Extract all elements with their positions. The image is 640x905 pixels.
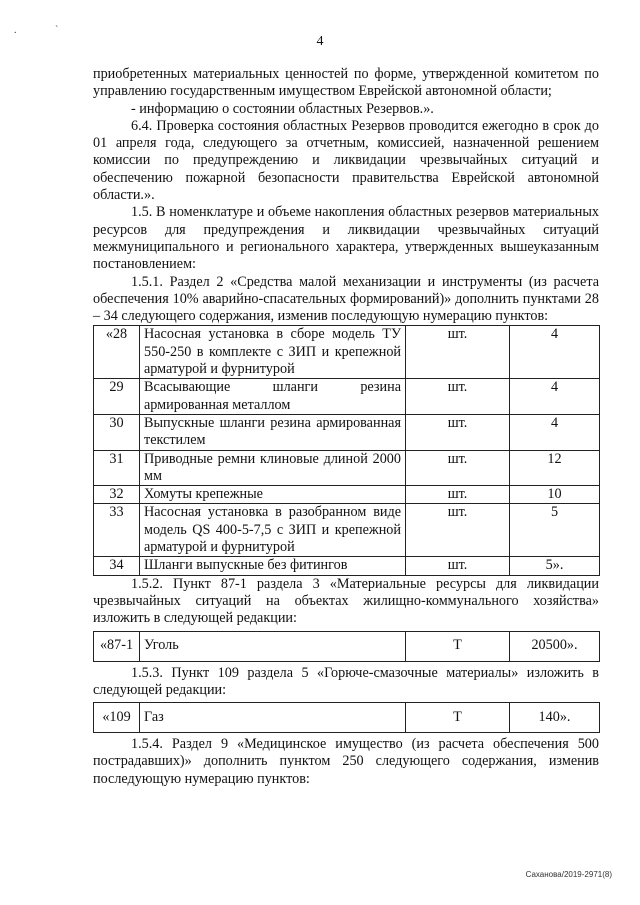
table-row — [94, 557, 600, 575]
paragraph-7: 1.5.3. Пункт 109 раздела 5 «Горюче-смазочные материалы» изложить в следующей редакции: — [93, 664, 599, 698]
row-unit: шт. — [406, 557, 510, 575]
row-quantity: 10 — [510, 486, 600, 504]
row-quantity: 5 — [510, 504, 600, 557]
coal-table — [93, 631, 600, 662]
table-row — [94, 450, 600, 486]
paragraph-4: 1.5. В номенклатуре и объеме накопления областных резервов материальных ресурсов для предупреждения и ликвидации чрезвычайных ситуаций межмуниципального и регионального характера, утвержденных вышеуказанным постановлением: — [93, 204, 599, 273]
row-number: «87-1 — [94, 631, 140, 661]
table-row — [94, 414, 600, 450]
document-footer-code: Саханова/2019-2971(8) — [525, 870, 612, 879]
table-row — [94, 703, 600, 733]
row-unit: шт. — [406, 486, 510, 504]
row-name: Газ — [140, 703, 406, 733]
row-number: 32 — [94, 486, 140, 504]
row-number: 33 — [94, 504, 140, 557]
row-unit: шт. — [406, 379, 510, 415]
paragraph-5: 1.5.1. Раздел 2 «Средства малой механизации и инструменты (из расчета обеспечения 10% аварийно-спасательных формирований)» дополнить пунктами 28 – 34 следующего содержания, изменив последующую нумерацию пунктов: — [93, 273, 599, 325]
row-number: 31 — [94, 450, 140, 486]
paragraph-8: 1.5.4. Раздел 9 «Медицинское имущество (из расчета обеспечения 500 пострадавших)» дополнить пунктом 250 следующего содержания, изменив последующую нумерацию пунктов: — [93, 736, 599, 787]
row-name: Приводные ремни клиновые длиной 2000 мм — [140, 450, 406, 486]
row-number: 30 — [94, 414, 140, 450]
row-unit: Т — [406, 631, 510, 661]
row-name: Хомуты крепежные — [140, 486, 406, 504]
row-name: Уголь — [140, 631, 406, 661]
row-quantity: 140». — [510, 703, 600, 733]
page-number: 4 — [316, 34, 324, 49]
row-name: Насосная установка в разобранном виде модель QS 400-5-7,5 с ЗИП и крепежной арматурой и фурнитурой — [140, 504, 406, 557]
row-number: 34 — [94, 557, 140, 575]
row-quantity: 12 — [510, 450, 600, 486]
paragraph-6: 1.5.2. Пункт 87-1 раздела 3 «Материальные ресурсы для ликвидации чрезвычайных ситуаций на объектах жилищно-коммунального хозяйства» изложить в следующей редакции: — [93, 575, 599, 627]
row-unit: Т — [406, 703, 510, 733]
row-number: «109 — [94, 703, 140, 733]
row-number: «28 — [94, 326, 140, 379]
row-quantity: 5». — [510, 557, 600, 575]
row-unit: шт. — [406, 504, 510, 557]
row-unit: шт. — [406, 414, 510, 450]
table-row — [94, 326, 600, 379]
row-number: 29 — [94, 379, 140, 415]
row-name: Насосная установка в сборе модель ТУ 550-250 в комплекте с ЗИП и крепежной арматурой и фурнитурой — [140, 326, 406, 379]
equipment-table — [93, 325, 600, 575]
row-unit: шт. — [406, 450, 510, 486]
table-row — [94, 486, 600, 504]
paragraph-1: приобретенных материальных ценностей по форме, утвержденной комитетом по управлению государственным имуществом Еврейской автономной области; — [93, 66, 599, 100]
row-name: Всасывающие шланги резина армированная металлом — [140, 379, 406, 415]
row-name: Шланги выпускные без фитингов — [140, 557, 406, 575]
paragraph-3: 6.4. Проверка состояния областных Резервов проводится ежегодно в срок до 01 апреля года, следующего за отчетным, комиссией, назначенной решением комиссии по предупреждению и ликвидации чрезвычайных ситуаций и обеспечению пожарной безопасности правительства Еврейской автономной области.». — [93, 117, 599, 204]
row-name: Выпускные шланги резина армированная текстилем — [140, 414, 406, 450]
table-row — [94, 504, 600, 557]
paragraph-2: - информацию о состоянии областных Резервов.». — [131, 100, 434, 117]
row-quantity: 20500». — [510, 631, 600, 661]
row-quantity: 4 — [510, 379, 600, 415]
document-body — [93, 66, 599, 788]
row-unit: шт. — [406, 326, 510, 379]
row-quantity: 4 — [510, 414, 600, 450]
scan-marks: . ` — [14, 25, 77, 36]
table-row — [94, 631, 600, 661]
row-quantity: 4 — [510, 326, 600, 379]
table-row — [94, 379, 600, 415]
gas-table — [93, 702, 600, 733]
